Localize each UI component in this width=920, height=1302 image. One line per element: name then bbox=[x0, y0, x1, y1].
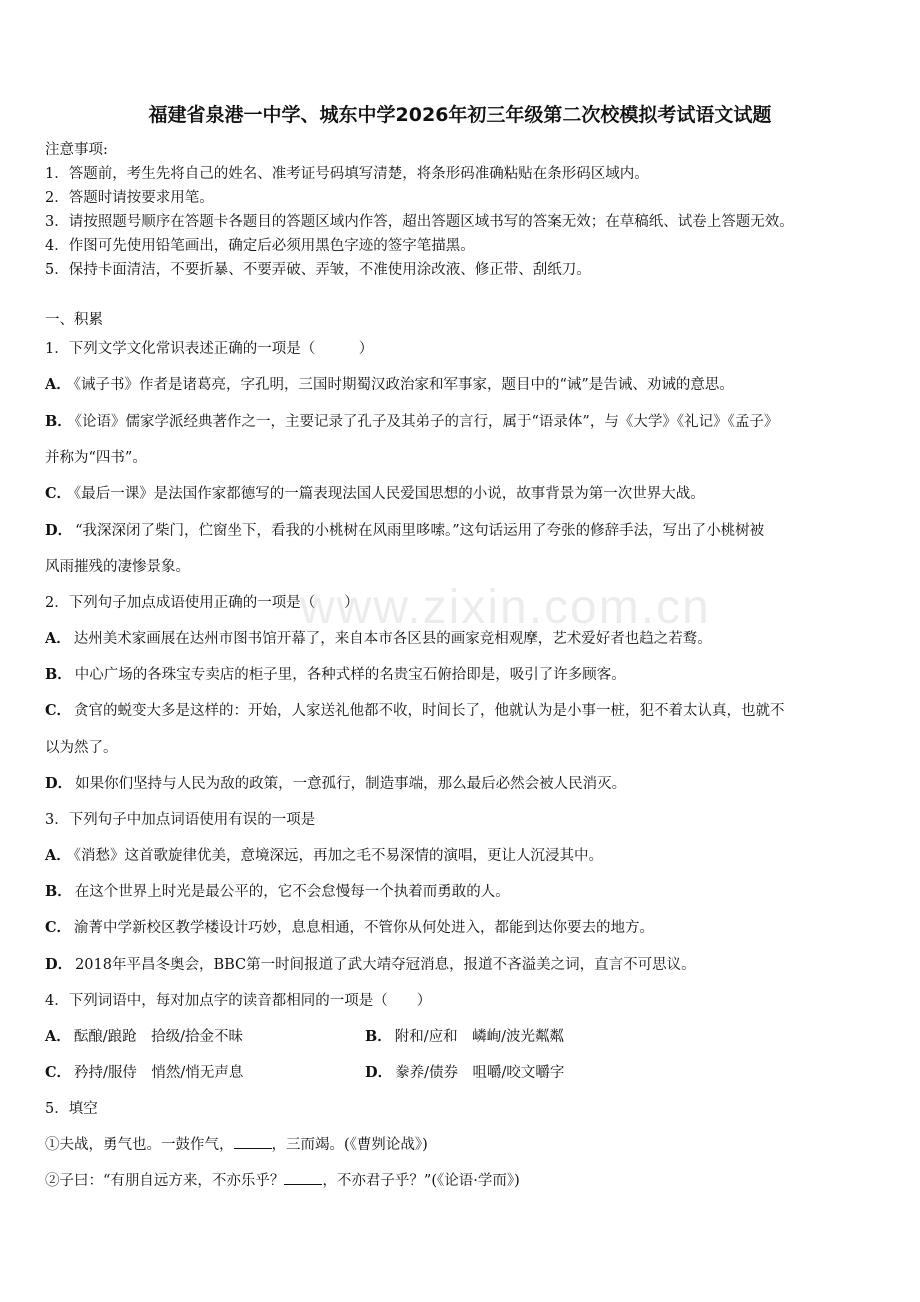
option-text: 豢养/债券 咀嚼/咬文嚼字 bbox=[395, 1065, 565, 1081]
option-label: C． bbox=[45, 1064, 72, 1081]
question-1-option-c bbox=[45, 482, 705, 503]
fill-text-after: ，三而竭。(《曹刿论战》) bbox=[271, 1137, 428, 1153]
notice-item-4: 4．作图可先使用铅笔画出，确定后必须用黑色字迹的签字笔描黑。 bbox=[45, 238, 475, 254]
notice-item-2: 2．答题时请按要求用笔。 bbox=[45, 190, 214, 206]
question-2-option-d bbox=[45, 772, 626, 793]
notice-item-3: 3．请按照题号顺序在答题卡各题目的答题区域内作答，超出答题区域书写的答案无效；在草稿纸、试卷上答题无效。 bbox=[45, 214, 794, 230]
notice-item-1: 1．答题前，考生先将自己的姓名、准考证号码填写清楚，将条形码准确粘贴在条形码区域内。 bbox=[45, 166, 649, 182]
question-1-option-d-cont: 风雨摧残的凄惨景象。 bbox=[45, 559, 190, 575]
question-2-option-c bbox=[45, 699, 785, 720]
question-3-option-a bbox=[45, 844, 603, 865]
question-4-option-d bbox=[365, 1061, 564, 1082]
option-label: B． bbox=[45, 413, 72, 430]
answer-blank[interactable] bbox=[284, 1172, 322, 1185]
question-4-option-b bbox=[365, 1025, 564, 1046]
option-label: D． bbox=[365, 1064, 393, 1081]
option-text: 附和/应和 嶙峋/波光粼粼 bbox=[394, 1029, 565, 1045]
option-text: 矜持/服侍 悄然/悄无声息 bbox=[74, 1065, 244, 1081]
question-1-option-a bbox=[45, 373, 734, 394]
notice-heading: 注意事项: bbox=[45, 142, 108, 158]
question-1-option-d bbox=[45, 519, 764, 540]
option-label: D． bbox=[45, 956, 73, 973]
option-text: 《消愁》这首歌旋律优美，意境深远，再加之毛不易深情的演唱，更让人沉浸其中。 bbox=[73, 848, 604, 864]
option-label: A． bbox=[45, 847, 71, 864]
option-label: B． bbox=[45, 666, 72, 683]
page-title: 福建省泉港一中学、城东中学2026年初三年级第二次校模拟考试语文试题 bbox=[148, 104, 772, 126]
notice-item-5: 5．保持卡面清洁，不要折暴、不要弄破、弄皱，不准使用涂改液、修正带、刮纸刀。 bbox=[45, 262, 591, 278]
question-5-stem: 5．填空 bbox=[45, 1101, 98, 1117]
question-3-stem: 3．下列句子中加点词语使用有误的一项是 bbox=[45, 812, 316, 828]
option-label: B． bbox=[365, 1028, 392, 1045]
option-text: 如果你们坚持与人民为敌的政策，一意孤行，制造事端，那么最后必然会被人民消灭。 bbox=[75, 776, 627, 792]
question-1-option-b-cont: 并称为“四书”。 bbox=[45, 450, 147, 466]
option-label: C． bbox=[45, 919, 72, 936]
option-label: A． bbox=[45, 630, 71, 647]
option-text: “我深深闭了柴门，伫窗坐下，看我的小桃树在风雨里哆嗦。”这句话运用了夸张的修辞手法，写出了小桃树被 bbox=[75, 523, 765, 539]
question-3-option-b bbox=[45, 880, 510, 901]
option-text: 《最后一课》是法国作家都德写的一篇表现法国人民爱国思想的小说，故事背景为第一次世界大战。 bbox=[74, 486, 705, 502]
option-label: D． bbox=[45, 775, 73, 792]
option-label: D． bbox=[45, 522, 73, 539]
question-2-option-b bbox=[45, 663, 626, 684]
section-heading: 一、积累 bbox=[45, 312, 103, 328]
question-1-option-b bbox=[45, 410, 778, 431]
option-text: 酝酿/踉跄 拾级/拾金不昧 bbox=[73, 1029, 244, 1045]
option-label: C． bbox=[45, 702, 72, 719]
question-3-option-c bbox=[45, 916, 654, 937]
option-label: A． bbox=[45, 376, 71, 393]
option-label: A． bbox=[45, 1028, 71, 1045]
option-label: B． bbox=[45, 883, 72, 900]
question-4-stem: 4．下列词语中，每对加点字的读音都相同的一项是（ ） bbox=[45, 993, 432, 1009]
option-text: 《论语》儒家学派经典著作之一，主要记录了孔子及其弟子的言行，属于“语录体”，与《大学》《礼记》《孟子》 bbox=[74, 414, 779, 430]
fill-text-before: ②子曰：“有朋自远方来，不亦乐乎？ bbox=[45, 1173, 285, 1189]
question-5-line-2 bbox=[45, 1169, 520, 1190]
question-1-stem: 1．下列文学文化常识表述正确的一项是（ ） bbox=[45, 341, 374, 357]
question-2-option-c-cont: 以为然了。 bbox=[45, 740, 118, 756]
fill-text-after: ，不亦君子乎？”(《论语·学而》) bbox=[322, 1173, 520, 1189]
watermark: www.zixin.com.cn bbox=[300, 581, 711, 634]
option-text: 中心广场的各珠宝专卖店的柜子里，各种式样的名贵宝石俯拾即是，吸引了许多顾客。 bbox=[74, 667, 626, 683]
fill-text-before: ①夫战，勇气也。一鼓作气， bbox=[45, 1137, 234, 1153]
option-text: 渝菁中学新校区教学楼设计巧妙，息息相通，不管你从何处进入，都能到达你要去的地方。 bbox=[74, 920, 655, 936]
question-2-option-a bbox=[45, 627, 712, 648]
option-text: 《诫子书》作者是诸葛亮，字孔明，三国时期蜀汉政治家和军事家，题目中的“诫”是告诫、劝诫的意思。 bbox=[73, 377, 734, 393]
option-text: 在这个世界上时光是最公平的，它不会怠慢每一个执着而勇敢的人。 bbox=[74, 884, 510, 900]
question-4-option-c bbox=[45, 1061, 243, 1082]
question-2-stem: 2．下列句子加点成语使用正确的一项是（ ） bbox=[45, 595, 359, 611]
answer-blank[interactable] bbox=[234, 1136, 272, 1149]
question-5-line-1 bbox=[45, 1133, 428, 1154]
question-3-option-d bbox=[45, 953, 696, 974]
question-4-option-a bbox=[45, 1025, 243, 1046]
option-text: 贪官的蜕变大多是这样的：开始，人家送礼他都不收，时间长了，他就认为是小事一桩，犯不着太认真，也就不 bbox=[74, 703, 785, 719]
option-text: 2018年平昌冬奥会，BBC第一时间报道了武大靖夺冠消息，报道不吝溢美之词，直言不可思议。 bbox=[75, 957, 696, 973]
option-label: C． bbox=[45, 485, 72, 502]
option-text: 达州美术家画展在达州市图书馆开幕了，来自本市各区县的画家竞相观摩，艺术爱好者也趋之若鹜。 bbox=[73, 631, 712, 647]
